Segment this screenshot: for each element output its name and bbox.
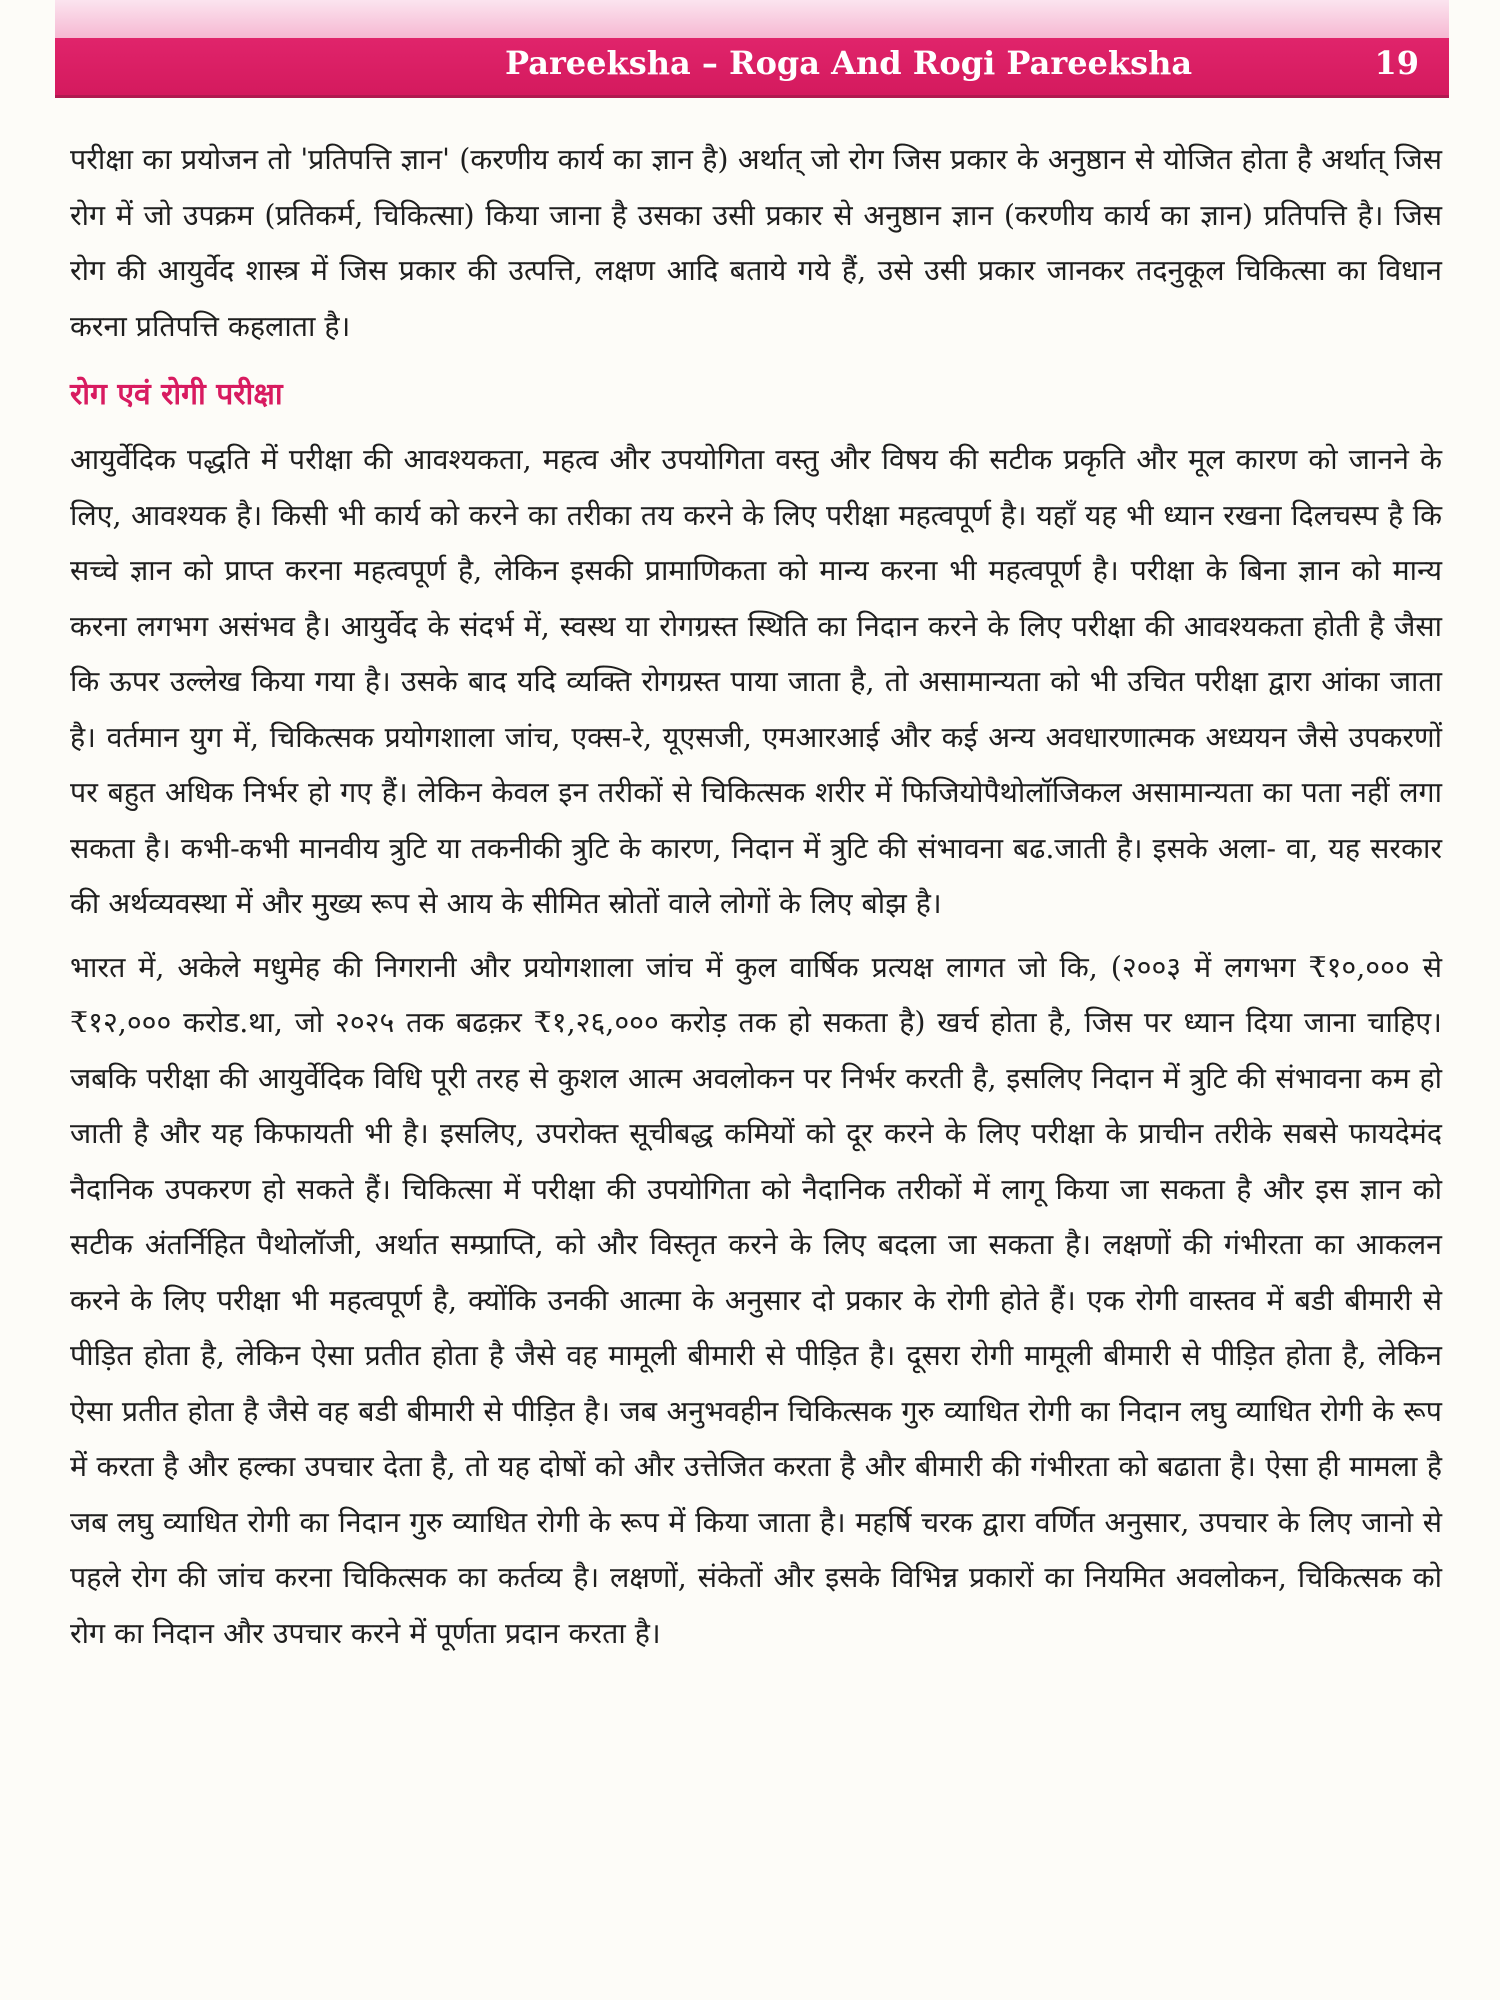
- running-header-title: Pareeksha – Roga And Rogi Pareeksha: [505, 44, 1193, 82]
- page-number: 19: [1374, 44, 1419, 82]
- section-heading: रोग एवं रोगी परीक्षा: [70, 377, 283, 412]
- running-header: [55, 38, 1449, 98]
- page-body: [70, 132, 1442, 1661]
- top-decorative-band: [55, 0, 1449, 38]
- paragraph-importance: आयुर्वेदिक पद्धति में परीक्षा की आवश्यकता, महत्व और उपयोगिता वस्तु और विषय की सटीक प्रकृति और मूल कारण को जानने के लिए, आवश्यक है। किसी भी कार्य को करने का तरीका तय करने के लिए परीक्षा महत्वपूर्ण है। यहाँ यह भी ध्यान रखना दिलचस्प है कि सच्चे ज्ञान को प्राप्त करना महत्वपूर्ण है, लेकिन इसकी प्रामाणिकता को मान्य करना भी महत्वपूर्ण है। परीक्षा के बिना ज्ञान को मान्य करना लगभग असंभव है। आयुर्वेद के संदर्भ में, स्वस्थ या रोगग्रस्त स्थिति का निदान करने के लिए परीक्षा की आवश्यकता होती है जैसा कि ऊपर उल्लेख किया गया है। उसके बाद यदि व्यक्ति रोगग्रस्त पाया जाता है, तो असामान्यता को भी उचित परीक्षा द्वारा आंका जाता है। वर्तमान युग में, चिकित्सक प्रयोगशाला जांच, एक्स-रे, यूएसजी, एमआरआई और कई अन्य अवधारणात्मक अध्ययन जैसे उपकरणों पर बहुत अधिक निर्भर हो गए हैं। लेकिन केवल इन तरीकों से चिकित्सक शरीर में फिजियोपैथोलॉजिकल असामान्यता का पता नहीं लगा सकता है। कभी-कभी मानवीय त्रुटि या तकनीकी त्रुटि के कारण, निदान में त्रुटि की संभावना बढ.जाती है। इसके अला- वा, यह सरकार की अर्थव्यवस्था में और मुख्य रूप से आय के सीमित स्रोतों वाले लोगों के लिए बोझ है।: [70, 443, 1442, 920]
- paragraph-cost-and-diagnosis: भारत में, अकेले मधुमेह की निगरानी और प्रयोगशाला जांच में कुल वार्षिक प्रत्यक्ष लागत जो कि, (२००३ में लगभग ₹१०,००० से ₹१२,००० करोड.था, जो २०२५ तक बढक़र ₹१,२६,००० करोड़ तक हो सकता है) खर्च होता है, जिस पर ध्यान दिया जाना चाहिए। जबकि परीक्षा की आयुर्वेदिक विधि पूरी तरह से कुशल आत्म अवलोकन पर निर्भर करती है, इसलिए निदान में त्रुटि की संभावना कम हो जाती है और यह किफायती भी है। इसलिए, उपरोक्त सूचीबद्ध कमियों को दूर करने के लिए परीक्षा के प्राचीन तरीके सबसे फायदेमंद नैदानिक उपकरण हो सकते हैं। चिकित्सा में परीक्षा की उपयोगिता को नैदानिक तरीकों में लागू किया जा सकता है और इस ज्ञान को सटीक अंतर्निहित पैथोलॉजी, अर्थात सम्प्राप्ति, को और विस्तृत करने के लिए बदला जा सकता है। लक्षणों की गंभीरता का आकलन करने के लिए परीक्षा भी महत्वपूर्ण है, क्योंकि उनकी आत्मा के अनुसार दो प्रकार के रोगी होते हैं। एक रोगी वास्तव में बडी बीमारी से पीड़ित होता है, लेकिन ऐसा प्रतीत होता है जैसे वह मामूली बीमारी से पीड़ित है। दूसरा रोगी मामूली बीमारी से पीड़ित होता है, लेकिन ऐसा प्रतीत होता है जैसे वह बडी बीमारी से पीड़ित है। जब अनुभवहीन चिकित्सक गुरु व्याधित रोगी का निदान लघु व्याधित रोगी के रूप में करता है और हल्का उपचार देता है, तो यह दोषों को और उत्तेजित करता है और बीमारी की गंभीरता को बढाता है। ऐसा ही मामला है जब लघु व्याधित रोगी का निदान गुरु व्याधित रोगी के रूप में किया जाता है। महर्षि चरक द्वारा वर्णित अनुसार, उपचार के लिए जानो से पहले रोग की जांच करना चिकित्सक का कर्तव्य है। लक्षणों, संकेतों और इसके विभिन्न प्रकारों का नियमित अवलोकन, चिकित्सक को रोग का निदान और उपचार करने में पूर्णता प्रदान करता है।: [70, 950, 1442, 1650]
- paragraph-prayojan: परीक्षा का प्रयोजन तो 'प्रतिपत्ति ज्ञान' (करणीय कार्य का ज्ञान है) अर्थात् जो रोग जिस प्रकार के अनुष्ठान से योजित होता है अर्थात् जिस रोग में जो उपक्रम (प्रतिकर्म, चिकित्सा) किया जाना है उसका उसी प्रकार से अनुष्ठान ज्ञान (करणीय कार्य का ज्ञान) प्रतिपत्ति है। जिस रोग की आयुर्वेद शास्त्र में जिस प्रकार की उत्पत्ति, लक्षण आदि बताये गये हैं, उसे उसी प्रकार जानकर तदनुकूल चिकित्सा का विधान करना प्रतिपत्ति कहलाता है।: [70, 143, 1442, 343]
